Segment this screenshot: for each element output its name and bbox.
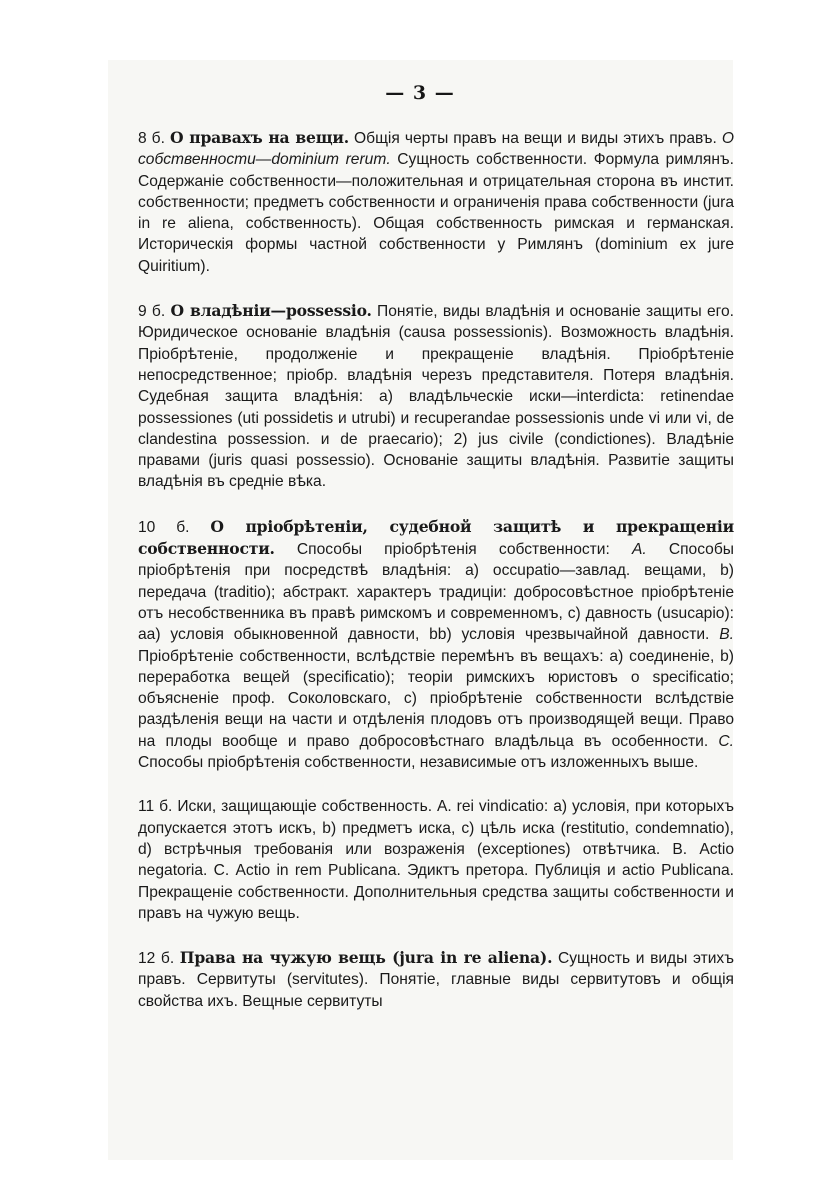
paragraph-9 <box>138 300 734 493</box>
paragraph-number: 8 б. <box>138 130 165 147</box>
paragraph-text: Пріобрѣтеніе собственности, вслѣдствіе перемѣнъ въ вещахъ: а) соединеніе, b) переработка вещей (specificatio); теоріи римскихъ юристовъ о specificatio; объясненіе проф. Соколовскаго, с) пріобрѣтеніе собственности вслѣдствіе раздѣленія вещи на части и отдѣленія плодовъ отъ производящей вещи. Право на плоды вообще и право добросовѣстнаго владѣльца въ особенности. <box>138 647 734 750</box>
paragraph-heading: О пріобрѣтеніи, судебной защитѣ и прекращеніи собственности. <box>138 516 734 559</box>
page-body <box>138 127 734 1012</box>
section-marker-b: B. <box>719 626 734 644</box>
paragraph-heading: Права на чужую вещь (jura in re aliena). <box>179 948 553 968</box>
paragraph-text: Иски, защищающіе собственность. А. rei vindicatio: а) условія, при которыхъ допускается этотъ искъ, b) предметъ иска, с) цѣль иска (restitutio, condemnatio), d) встрѣчныя требованія или возраженія (exceptiones) отвѣтчика. В. Actio negatoria. С. Actio in rem Publicana. Эдиктъ претора. Публиція и actio Publicana. Прекращеніе собственности. Дополнительныя средства защиты собственности и правъ на чужую вещь. <box>138 798 734 922</box>
section-marker-a: А. <box>631 541 647 559</box>
paragraph-text: Общія черты правъ на вещи и виды этихъ правъ. <box>354 130 717 147</box>
paragraph-heading: О владѣніи—possessio. <box>170 301 372 321</box>
paragraph-10 <box>138 516 734 774</box>
paragraph-text: Сущность собственности. Формула римлянъ. Содержаніе собственности—положительная и отрицательная сторона въ инстит. собственности; предметъ собственности и ограниченія права собственности (jura in re aliena, собственность). Общая собственность римская и германская. Историческія формы частной собственности у Римлянъ (dominium ex jure Quiritium). <box>138 151 735 275</box>
paragraph-number: 12 б. <box>138 950 175 968</box>
paragraph-text: Сущность и виды этихъ правъ. Сервитуты (servitutes). Понятіе, главные виды сервитутовъ и общія свойства ихъ. Вещные сервитуты <box>138 950 734 1010</box>
paragraph-italic-subheading: О собственности—dominium rerum. <box>138 130 735 169</box>
paragraph-8 <box>138 127 734 277</box>
paragraph-number: 11 б. <box>138 798 173 816</box>
section-marker-c: C. <box>718 732 734 750</box>
paragraph-number: 10 б. <box>138 518 190 536</box>
paragraph-number: 9 б. <box>138 303 166 321</box>
paragraph-text: Понятіе, виды владѣнія и основаніе защиты его. Юридическое основаніе владѣнія (causa possessionis). Возможность владѣнія. Пріобрѣтеніе, продолженіе и прекращеніе владѣнія. Пріобрѣтеніе непосредственное; пріобр. владѣнія черезъ представителя. Потеря владѣнія. Судебная защита владѣнія: а) владѣльческіе иски—interdicta: retinendae possessiones (uti possidetis и utrubi) и recuperandae possessionis unde vi или vi, de clandestina possession. и de praecario); 2) jus civile (condictiones). Владѣніе правами (juris quasi possessio). Основаніе защиты владѣнія. Развитіе защиты владѣнія въ средніе вѣка. <box>138 303 734 491</box>
paragraph-heading: О правахъ на вещи. <box>169 128 349 147</box>
paragraph-text: Способы пріобрѣтенія собственности, независимые отъ изложенныхъ выше. <box>138 754 699 772</box>
page-number: — 3 — <box>385 82 455 104</box>
paragraph-text: Способы пріобрѣтенія при посредствѣ владѣнія: а) occupatio—завлад. вещами, b) передача (traditio); абстракт. характеръ традиціи: добросовѣстное пріобрѣтеніе отъ несобственника въ правѣ римскомъ и современномъ, с) давность (usucapio): аа) условія обыкновенной давности, bb) условія чрезвычайной давности. <box>138 541 734 644</box>
paragraph-text: Способы пріобрѣтенія собственности: <box>296 541 610 559</box>
paragraph-11 <box>138 796 734 924</box>
paragraph-12 <box>138 947 734 1012</box>
